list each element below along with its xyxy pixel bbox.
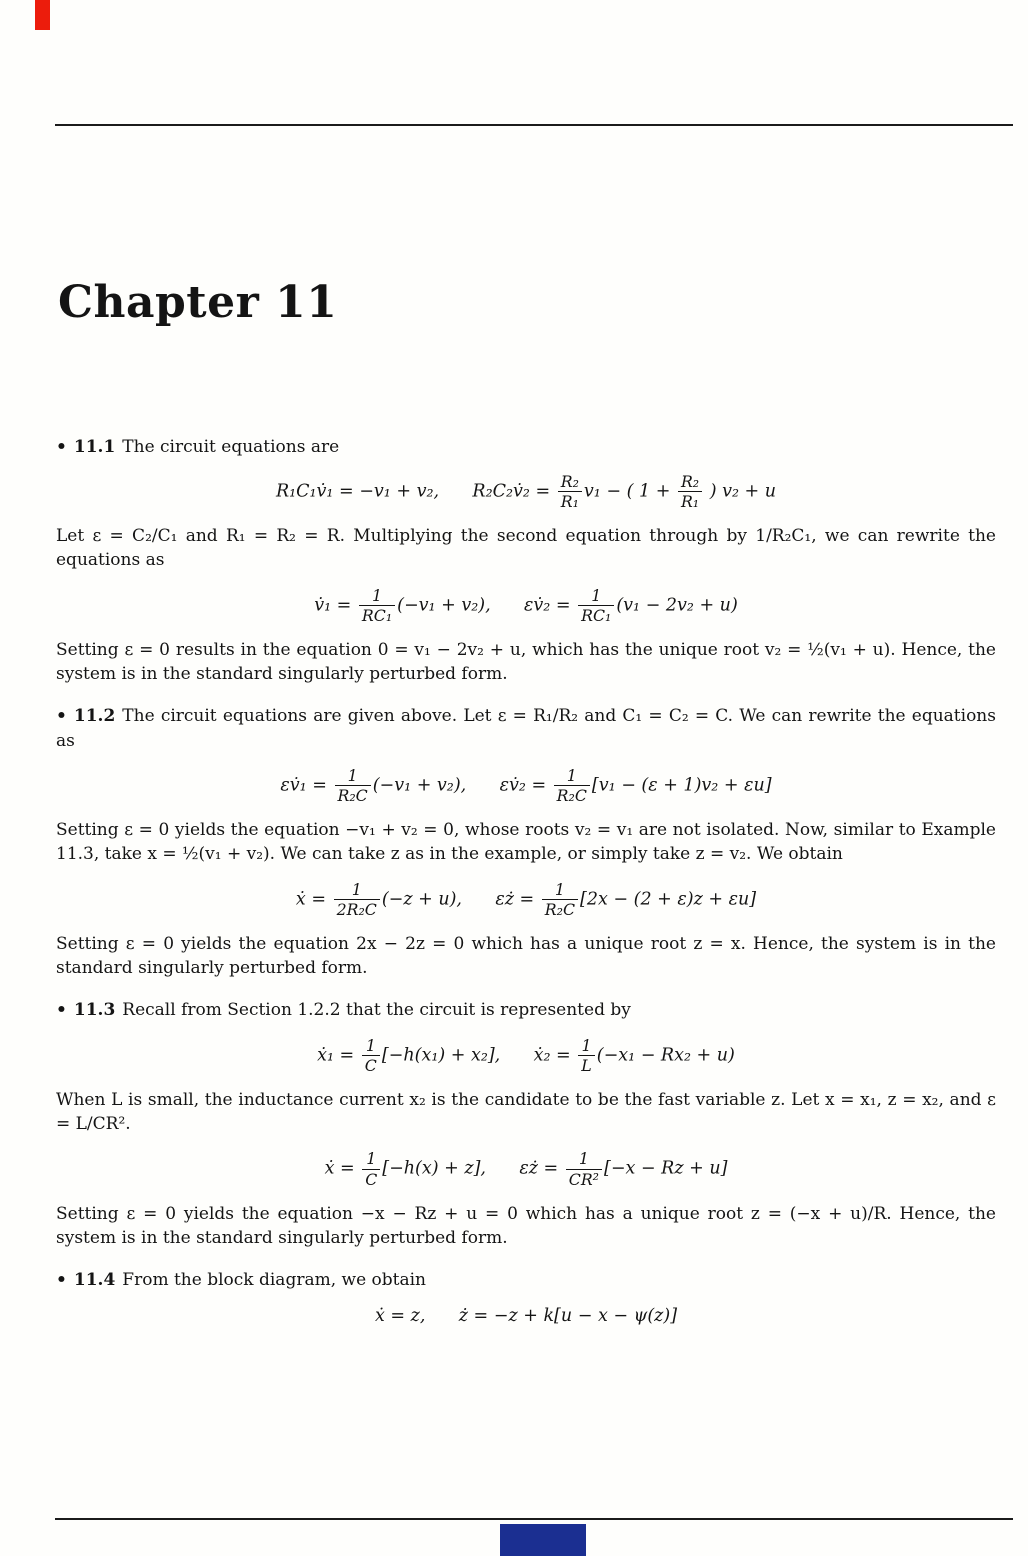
paragraph: Setting ε = 0 yields the equation 2x − 2z = 0 which has a unique root z = x. Hence, the system is in the standard singularly perturbed form. <box>56 934 996 979</box>
red-corner-mark <box>35 0 50 30</box>
display-equation: ẋ = z, ż = −z + k[u − x − ψ(z)] <box>374 1306 678 1327</box>
fraction: $\frac{1}{L}$ <box>578 1037 594 1075</box>
problem-11-3 <box>56 998 996 1250</box>
display-equation: R₁C₁v̇₁ = −v₁ + v₂, R₂C₂v̇₂ = $\frac{\text{R₂}}{\text{R₁}}$ v₁ − ( 1 + $\frac{\text{R₂}}{\text{R₁}}$ ) v₂ + u <box>275 471 777 512</box>
fraction: $\frac{1}{\text{2R₂C}}$ <box>334 881 380 919</box>
paragraph: Setting ε = 0 yields the equation −v₁ + v₂ = 0, whose roots v₂ = v₁ are not isolated. Now, similar to Example 11.3, take x = ½(v₁ + v₂). We can take z as in the example, or simply take z = v₂. We obtain <box>56 820 996 865</box>
intro-text: The circuit equations are given above. Let ε = R₁/R₂ and C₁ = C₂ = C. We can rewrite the equations as <box>56 706 996 751</box>
problem-number: 11.1 <box>73 436 116 457</box>
fraction: $\frac{1}{\text{R₂C}}$ <box>335 767 371 805</box>
problem-number: 11.2 <box>73 706 116 727</box>
fraction: $\frac{1}{\text{CR²}}$ <box>566 1150 602 1188</box>
fraction: $\frac{1}{\text{RC₁}}$ <box>359 587 395 625</box>
bullet-marker: • <box>56 436 67 457</box>
fraction: $\frac{1}{\text{R₂C}}$ <box>542 881 578 919</box>
problem-11-1 <box>56 435 996 687</box>
chapter-title: Chapter 11 <box>58 277 338 328</box>
problem-number: 11.4 <box>73 1270 116 1291</box>
blue-footer-mark <box>500 1524 586 1556</box>
paragraph: Setting ε = 0 results in the equation 0 = v₁ − 2v₂ + u, which has the unique root v₂ = ½(v₁ + u). Hence, the system is in the standard singularly perturbed form. <box>56 640 996 685</box>
bullet-marker: • <box>56 1000 67 1021</box>
fraction: $\frac{1}{\text{R₂C}}$ <box>554 767 590 805</box>
bottom-horizontal-rule <box>55 1518 1013 1520</box>
fraction: $\frac{\text{R₂}}{\text{R₁}}$ <box>678 473 702 511</box>
intro-text: From the block diagram, we obtain <box>122 1270 426 1291</box>
solutions-content <box>56 435 996 1328</box>
intro-text: Recall from Section 1.2.2 that the circuit is represented by <box>122 1000 631 1021</box>
problem-11-2 <box>56 704 996 980</box>
problem-intro <box>56 998 996 1022</box>
display-equation: v̇₁ = $\frac{1}{\text{RC₁}}$ (−v₁ + v₂), εv̇₂ = $\frac{1}{\text{RC₁}}$ (v₁ − 2v₂ + u) <box>314 585 738 625</box>
fraction: $\frac{1}{C}$ <box>362 1037 380 1075</box>
fraction: $\frac{\text{R₂}}{\text{R₁}}$ <box>558 473 582 511</box>
problem-number: 11.3 <box>73 1000 116 1021</box>
display-equation: ẋ = $\frac{1}{C}$ [−h(x) + z], εż = $\frac{1}{\text{CR²}}$ [−x − Rz + u] <box>324 1149 728 1189</box>
bullet-marker: • <box>56 1270 67 1291</box>
page-body <box>56 0 996 1341</box>
intro-text: The circuit equations are <box>122 436 340 457</box>
display-equation: εv̇₁ = $\frac{1}{\text{R₂C}}$ (−v₁ + v₂), εv̇₂ = $\frac{1}{\text{R₂C}}$ [v₁ − (ε + 1)v₂ + εu] <box>280 765 772 806</box>
problem-intro <box>56 704 996 752</box>
problem-intro <box>56 435 996 459</box>
display-equation: ẋ = $\frac{1}{\text{2R₂C}}$ (−z + u), εż = $\frac{1}{\text{R₂C}}$ [2x − (2 + ε)z + εu] <box>295 879 757 919</box>
display-equation: ẋ₁ = $\frac{1}{C}$ [−h(x₁) + x₂], ẋ₂ = $\frac{1}{L}$ (−x₁ − Rx₂ + u) <box>317 1035 735 1075</box>
paragraph: Setting ε = 0 yields the equation −x − Rz + u = 0 which has a unique root z = (−x + u)/R. Hence, the system is in the standard singularly perturbed form. <box>56 1204 996 1249</box>
problem-11-4 <box>56 1268 996 1327</box>
bullet-marker: • <box>56 706 67 727</box>
paragraph: When L is small, the inductance current x₂ is the candidate to be the fast variable z. Let x = x₁, z = x₂, and ε = L/CR². <box>56 1090 996 1135</box>
paragraph: Let ε = C₂/C₁ and R₁ = R₂ = R. Multiplying the second equation through by 1/R₂C₁, we can rewrite the equations as <box>56 526 996 571</box>
fraction: $\frac{1}{\text{RC₁}}$ <box>578 587 614 625</box>
fraction: $\frac{1}{C}$ <box>362 1150 380 1188</box>
problem-intro <box>56 1268 996 1292</box>
